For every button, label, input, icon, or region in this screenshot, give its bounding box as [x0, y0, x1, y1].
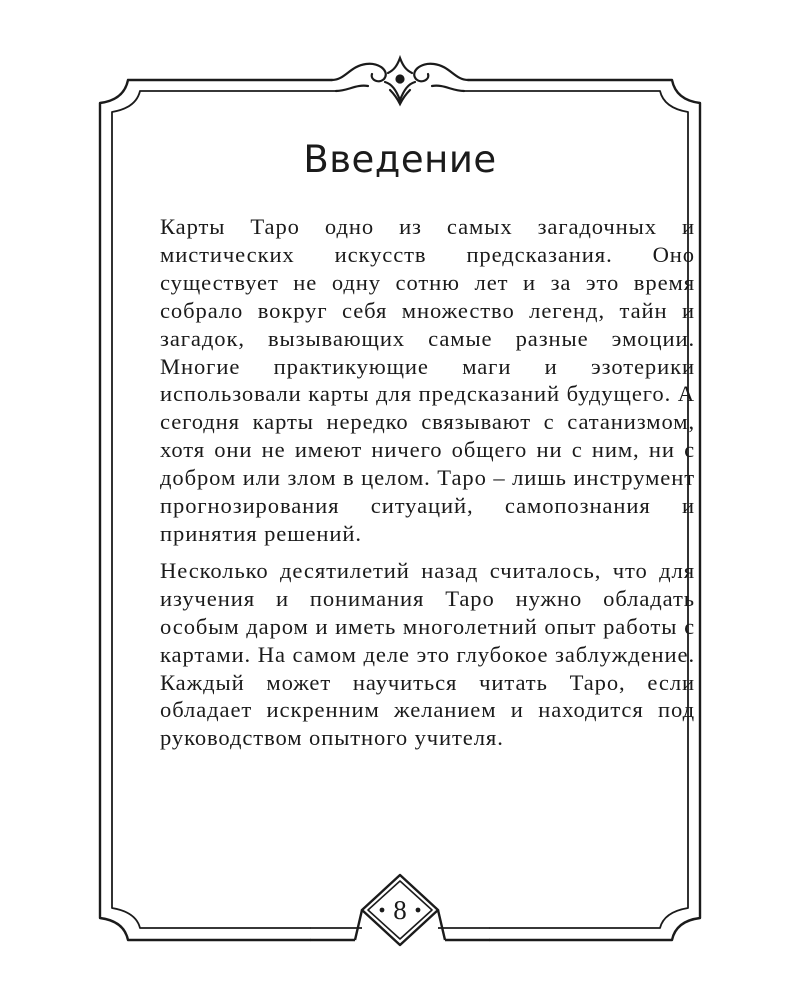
paragraph: Карты Таро одно из самых загадочных и мистических искусств предсказания. Оно существует не одну сотню лет и за это время собрало вокруг себя множество легенд, тайн и загадок, вызывающих самые разные эмоции. Многие практикующие маги и эзотерики использовали карты для предсказаний будущего. А сегодня карты нередко связывают с сатанизмом, хотя они не имеют ничего общего ни с ним, ни с добром или злом в целом. Таро – лишь инструмент прогнозирования ситуаций, самопознания и принятия решений.	[160, 214, 695, 546]
page-number: 8	[393, 895, 407, 925]
top-ornament	[332, 58, 468, 104]
body-text	[160, 213, 695, 761]
paragraph: Несколько десятилетий назад считалось, что для изучения и понимания Таро нужно обладать особым даром и иметь многолетний опыт работы с картами. На самом деле это глубокое заблуждение. Каждый может научиться читать Таро, если обладает искренним желанием и находится под руководством опытного учителя.	[160, 557, 695, 751]
page-title: Введение	[303, 138, 497, 181]
